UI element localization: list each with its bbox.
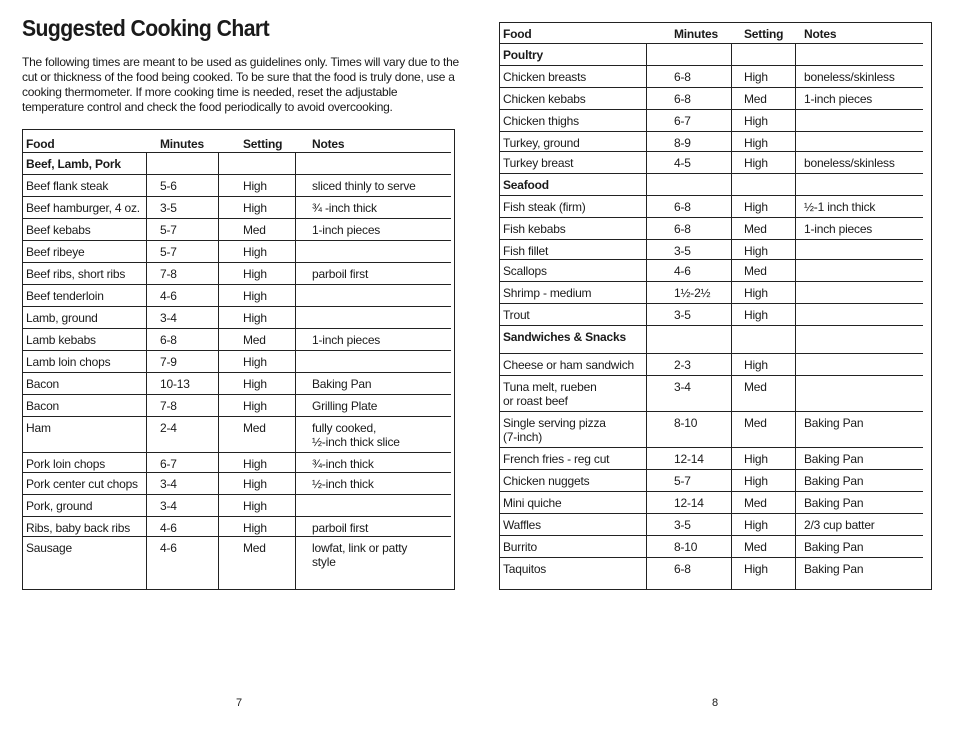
row-rule — [500, 87, 923, 88]
notes-cell: Baking Pan — [804, 540, 864, 554]
page-number: 8 — [712, 697, 719, 709]
notes-column-header: Notes — [312, 137, 345, 151]
row-rule — [500, 259, 923, 260]
setting-cell: Med — [744, 222, 767, 236]
food-cell: Tuna melt, rueben — [503, 380, 597, 394]
row-rule — [500, 173, 923, 174]
minutes-cell: 2-4 — [160, 421, 177, 435]
row-rule — [23, 372, 451, 373]
food-cell: Chicken kebabs — [503, 92, 586, 106]
row-rule — [500, 303, 923, 304]
minutes-cell: 3-5 — [160, 201, 177, 215]
setting-cell: High — [243, 377, 267, 391]
category-label: Sandwiches & Snacks — [503, 330, 626, 344]
column-divider — [731, 43, 732, 589]
minutes-cell: 5-7 — [674, 474, 691, 488]
setting-cell: High — [243, 245, 267, 259]
food-cell: Bacon — [26, 399, 60, 413]
notes-cell: Baking Pan — [804, 496, 864, 510]
notes-cell: 1-inch pieces — [804, 92, 873, 106]
food-cell: Beef ribeye — [26, 245, 85, 259]
minutes-cell: 6-8 — [674, 200, 691, 214]
notes-cell: Grilling Plate — [312, 399, 378, 413]
food-cell: French fries - reg cut — [503, 452, 610, 466]
row-rule — [500, 151, 923, 152]
page-number: 7 — [236, 697, 243, 709]
food-cell: Single serving pizza — [503, 416, 606, 430]
row-rule — [500, 109, 923, 110]
food-cell: Sausage — [26, 541, 72, 555]
minutes-cell: 7-9 — [160, 355, 177, 369]
row-rule — [500, 375, 923, 376]
category-label: Poultry — [503, 48, 543, 62]
category-label: Seafood — [503, 178, 549, 192]
minutes-cell: 3-4 — [160, 311, 177, 325]
setting-cell: Med — [243, 421, 266, 435]
food-cell: Beef tenderloin — [26, 289, 104, 303]
minutes-cell: 2-3 — [674, 358, 691, 372]
notes-cell: 1-inch pieces — [312, 333, 381, 347]
food-cell: Scallops — [503, 264, 547, 278]
row-rule — [23, 174, 451, 175]
food-column-header: Food — [26, 137, 55, 151]
setting-cell: High — [744, 70, 768, 84]
minutes-cell: 3-5 — [674, 518, 691, 532]
minutes-cell: 8-10 — [674, 540, 698, 554]
food-cell-line2: (7-inch) — [503, 430, 543, 444]
minutes-cell: 12-14 — [674, 452, 704, 466]
setting-cell: High — [744, 562, 768, 576]
food-cell: Beef hamburger, 4 oz. — [26, 201, 140, 215]
setting-column-header: Setting — [243, 137, 283, 151]
row-rule — [23, 516, 451, 517]
notes-cell: ¾ -inch thick — [312, 201, 377, 215]
minutes-cell: 4-6 — [160, 541, 177, 555]
minutes-cell: 5-7 — [160, 245, 177, 259]
setting-cell: High — [744, 244, 768, 258]
header-rule — [500, 43, 923, 44]
setting-cell: High — [243, 201, 267, 215]
setting-cell: Med — [744, 416, 767, 430]
setting-column-header: Setting — [744, 27, 784, 41]
intro-paragraph: The following times are meant to be used as guidelines only. Times will vary due to the cut or thickness of the food being cooked. To be sure that the food is truly done, use a cooking thermometer. If more cooking time is needed, reset the adjustable temperature control and check the food periodically to avoid overcooking. — [22, 55, 459, 114]
notes-cell: boneless/skinless — [804, 70, 895, 84]
setting-cell: High — [744, 156, 768, 170]
column-divider — [795, 43, 796, 589]
row-rule — [23, 536, 451, 537]
food-cell: Chicken thighs — [503, 114, 579, 128]
notes-cell: sliced thinly to serve — [312, 179, 416, 193]
minutes-cell: 5-6 — [160, 179, 177, 193]
food-cell: Lamb, ground — [26, 311, 98, 325]
cooking-table-left — [22, 129, 455, 590]
food-cell: Chicken nuggets — [503, 474, 590, 488]
setting-cell: Med — [744, 380, 767, 394]
row-rule — [500, 131, 923, 132]
minutes-cell: 4-5 — [674, 156, 691, 170]
row-rule — [23, 284, 451, 285]
setting-cell: High — [243, 399, 267, 413]
category-label: Beef, Lamb, Pork — [26, 157, 121, 171]
setting-cell: High — [243, 355, 267, 369]
setting-cell: High — [243, 457, 267, 471]
notes-column-header: Notes — [804, 27, 837, 41]
minutes-cell: 6-8 — [674, 222, 691, 236]
minutes-cell: 3-5 — [674, 244, 691, 258]
food-cell: Beef kebabs — [26, 223, 91, 237]
minutes-column-header: Minutes — [674, 27, 718, 41]
food-cell: Beef ribs, short ribs — [26, 267, 126, 281]
minutes-cell: 7-8 — [160, 399, 177, 413]
minutes-cell: 3-4 — [160, 499, 177, 513]
setting-cell: High — [744, 358, 768, 372]
food-cell: Shrimp - medium — [503, 286, 592, 300]
row-rule — [500, 557, 923, 558]
row-rule — [500, 513, 923, 514]
setting-cell: High — [744, 452, 768, 466]
minutes-cell: 3-4 — [674, 380, 691, 394]
notes-cell: boneless/skinless — [804, 156, 895, 170]
row-rule — [500, 469, 923, 470]
food-cell: Pork center cut chops — [26, 477, 138, 491]
setting-cell: High — [744, 286, 768, 300]
row-rule — [500, 447, 923, 448]
food-cell: Fish steak (firm) — [503, 200, 586, 214]
notes-cell: ¾-inch thick — [312, 457, 374, 471]
notes-cell-line2: ½-inch thick slice — [312, 435, 400, 449]
column-divider — [646, 43, 647, 589]
minutes-cell: 6-8 — [674, 562, 691, 576]
food-cell: Ham — [26, 421, 51, 435]
setting-cell: Med — [744, 496, 767, 510]
minutes-cell: 3-5 — [674, 308, 691, 322]
minutes-cell: 4-6 — [160, 521, 177, 535]
food-cell-line2: or roast beef — [503, 394, 568, 408]
minutes-cell: 8-10 — [674, 416, 698, 430]
food-cell: Pork, ground — [26, 499, 93, 513]
row-rule — [500, 281, 923, 282]
minutes-cell: 10-13 — [160, 377, 190, 391]
minutes-cell: 6-8 — [674, 70, 691, 84]
notes-cell: parboil first — [312, 267, 369, 281]
minutes-cell: 4-6 — [674, 264, 691, 278]
minutes-cell: 5-7 — [160, 223, 177, 237]
minutes-column-header: Minutes — [160, 137, 204, 151]
notes-cell: Baking Pan — [804, 562, 864, 576]
notes-cell: ½-inch thick — [312, 477, 374, 491]
row-rule — [23, 240, 451, 241]
row-rule — [23, 416, 451, 417]
row-rule — [23, 350, 451, 351]
food-cell: Mini quiche — [503, 496, 562, 510]
notes-cell: 2/3 cup batter — [804, 518, 875, 532]
minutes-cell: 6-8 — [674, 92, 691, 106]
setting-cell: High — [744, 474, 768, 488]
minutes-cell: 12-14 — [674, 496, 704, 510]
row-rule — [500, 195, 923, 196]
food-cell: Fish fillet — [503, 244, 549, 258]
food-cell: Lamb kebabs — [26, 333, 96, 347]
notes-cell-line2: style — [312, 555, 336, 569]
setting-cell: High — [243, 499, 267, 513]
food-cell: Waffles — [503, 518, 541, 532]
setting-cell: High — [243, 311, 267, 325]
page-title: Suggested Cooking Chart — [22, 15, 270, 41]
food-cell: Bacon — [26, 377, 60, 391]
setting-cell: High — [243, 289, 267, 303]
row-rule — [23, 306, 451, 307]
row-rule — [23, 196, 451, 197]
row-rule — [500, 239, 923, 240]
header-rule — [23, 152, 451, 153]
setting-cell: Med — [243, 333, 266, 347]
notes-cell: lowfat, link or patty — [312, 541, 408, 555]
row-rule — [23, 328, 451, 329]
food-cell: Ribs, baby back ribs — [26, 521, 131, 535]
cooking-table-right — [499, 22, 932, 590]
minutes-cell: 7-8 — [160, 267, 177, 281]
minutes-cell: 4-6 — [160, 289, 177, 303]
food-cell: Chicken breasts — [503, 70, 587, 84]
food-cell: Cheese or ham sandwich — [503, 358, 635, 372]
row-rule — [500, 353, 923, 354]
page-right — [477, 0, 954, 738]
row-rule — [23, 472, 451, 473]
setting-cell: Med — [243, 223, 266, 237]
setting-cell: Med — [744, 264, 767, 278]
row-rule — [500, 325, 923, 326]
setting-cell: High — [243, 267, 267, 281]
setting-cell: High — [243, 477, 267, 491]
setting-cell: High — [744, 114, 768, 128]
setting-cell: High — [243, 179, 267, 193]
food-cell: Pork loin chops — [26, 457, 106, 471]
setting-cell: High — [744, 518, 768, 532]
row-rule — [23, 494, 451, 495]
minutes-cell: 3-4 — [160, 477, 177, 491]
row-rule — [500, 411, 923, 412]
setting-cell: Med — [744, 92, 767, 106]
setting-cell: Med — [243, 541, 266, 555]
food-cell: Turkey breast — [503, 156, 574, 170]
setting-cell: High — [744, 308, 768, 322]
minutes-cell: 6-7 — [674, 114, 691, 128]
notes-cell: 1-inch pieces — [804, 222, 873, 236]
row-rule — [500, 535, 923, 536]
food-cell: Fish kebabs — [503, 222, 566, 236]
row-rule — [23, 452, 451, 453]
food-cell: Trout — [503, 308, 530, 322]
notes-cell: ½-1 inch thick — [804, 200, 876, 214]
notes-cell: Baking Pan — [804, 474, 864, 488]
food-cell: Turkey, ground — [503, 136, 580, 150]
row-rule — [23, 262, 451, 263]
minutes-cell: 6-7 — [160, 457, 177, 471]
notes-cell: Baking Pan — [804, 452, 864, 466]
setting-cell: High — [744, 136, 768, 150]
food-cell: Burrito — [503, 540, 537, 554]
minutes-cell: 8-9 — [674, 136, 691, 150]
row-rule — [23, 218, 451, 219]
row-rule — [500, 217, 923, 218]
row-rule — [500, 65, 923, 66]
notes-cell: Baking Pan — [804, 416, 864, 430]
food-cell: Lamb loin chops — [26, 355, 111, 369]
food-cell: Taquitos — [503, 562, 547, 576]
minutes-cell: 1½-2½ — [674, 286, 711, 300]
notes-cell: fully cooked, — [312, 421, 377, 435]
setting-cell: High — [744, 200, 768, 214]
notes-cell: 1-inch pieces — [312, 223, 381, 237]
row-rule — [23, 394, 451, 395]
setting-cell: High — [243, 521, 267, 535]
food-cell: Beef flank steak — [26, 179, 109, 193]
minutes-cell: 6-8 — [160, 333, 177, 347]
notes-cell: Baking Pan — [312, 377, 372, 391]
setting-cell: Med — [744, 540, 767, 554]
notes-cell: parboil first — [312, 521, 369, 535]
food-column-header: Food — [503, 27, 532, 41]
row-rule — [500, 491, 923, 492]
